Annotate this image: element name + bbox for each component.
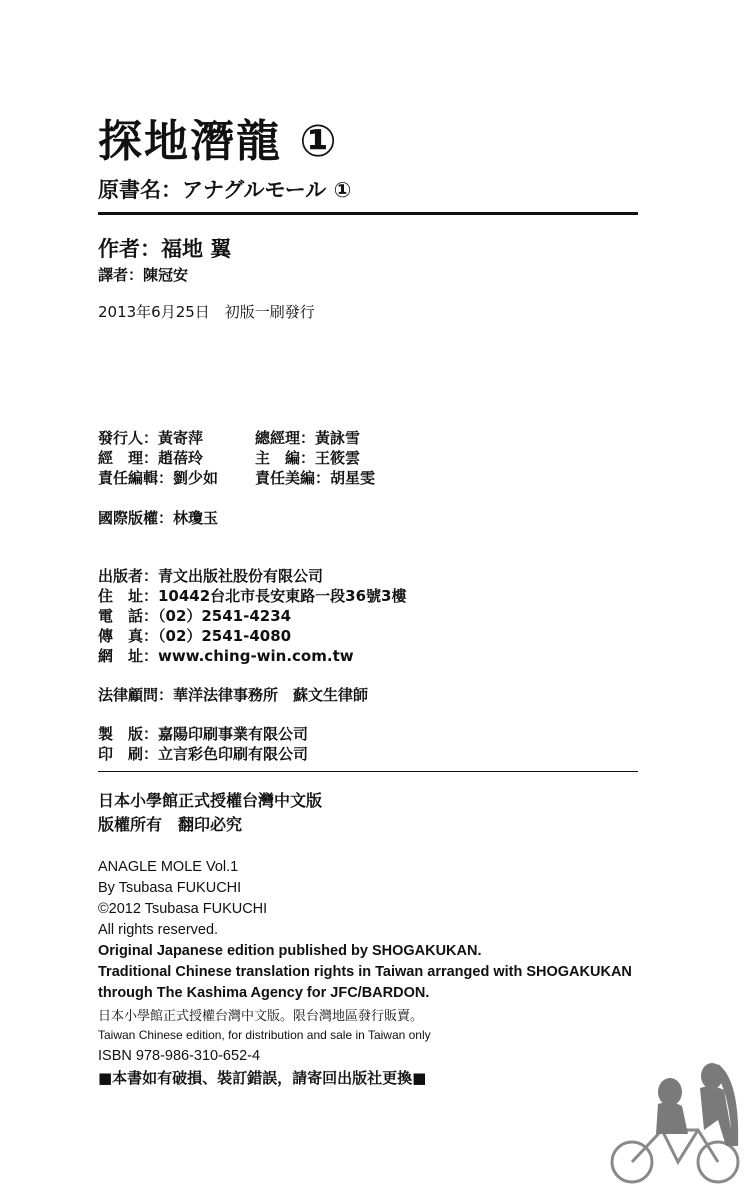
publisher-line: 住 址：10442台北市長安東路一段36號3樓 (98, 587, 407, 605)
credit-right: 總經理：黃詠雪 (255, 429, 361, 447)
original-title: 原書名：アナグルモール ① (98, 178, 352, 202)
credit-left: 發行人：黃寄萍 (98, 429, 204, 447)
english-line: through The Kashima Agency for JFC/BARDON. (98, 985, 430, 1001)
book-title: 探地潛龍 ① (98, 116, 339, 167)
legal-advisor: 法律顧問：華洋法律事務所 蘇文生律師 (98, 686, 369, 704)
author: 作者：福地 翼 (98, 237, 232, 261)
publisher-line: 電 話：（02）2541-4234 (98, 607, 292, 625)
return-notice: ■本書如有破損、裝訂錯誤，請寄回出版社更換■ (98, 1069, 427, 1087)
translator: 譯者：陳冠安 (98, 266, 189, 284)
license-divider (98, 771, 638, 772)
rights-manager: 國際版權：林瓊玉 (98, 509, 219, 527)
publish-date: 2013年6月25日 初版一刷發行 (98, 303, 315, 321)
publisher-line: 傳 真：（02）2541-4080 (98, 627, 292, 645)
credit-left: 責任編輯：劉少如 (98, 469, 219, 487)
bicycle-silhouette-icon (600, 1050, 750, 1188)
publisher-line: 出版者：青文出版社股份有限公司 (98, 567, 324, 585)
taiwan-notice-en: Taiwan Chinese edition, for distribution and sale in Taiwan only (98, 1028, 431, 1042)
english-line: All rights reserved. (98, 922, 219, 938)
printing-line: 印 刷：立言彩色印刷有限公司 (98, 745, 309, 763)
license-line: 日本小學館正式授權台灣中文版 (98, 791, 323, 810)
credit-right: 主 編：王筱雲 (255, 449, 361, 467)
english-line: ©2012 Tsubasa FUKUCHI (98, 901, 268, 917)
taiwan-notice: 日本小學館正式授權台灣中文版。限台灣地區發行販賣。 (98, 1009, 424, 1024)
title-divider (98, 212, 638, 215)
credit-left: 經 理：趙蓓玲 (98, 449, 204, 467)
printing-line: 製 版：嘉陽印刷事業有限公司 (98, 725, 309, 743)
license-line: 版權所有 翻印必究 (98, 815, 243, 834)
english-line: ANAGLE MOLE Vol.1 (98, 859, 239, 875)
publisher-line: 網 址：www.ching-win.com.tw (98, 647, 354, 665)
english-line: By Tsubasa FUKUCHI (98, 880, 242, 896)
credit-right: 責任美編：胡星雯 (255, 469, 376, 487)
english-line: Traditional Chinese translation rights in Taiwan arranged with SHOGAKUKAN (98, 964, 632, 980)
english-line: Original Japanese edition published by SHOGAKUKAN. (98, 943, 482, 959)
isbn: ISBN 978-986-310-652-4 (98, 1048, 261, 1064)
